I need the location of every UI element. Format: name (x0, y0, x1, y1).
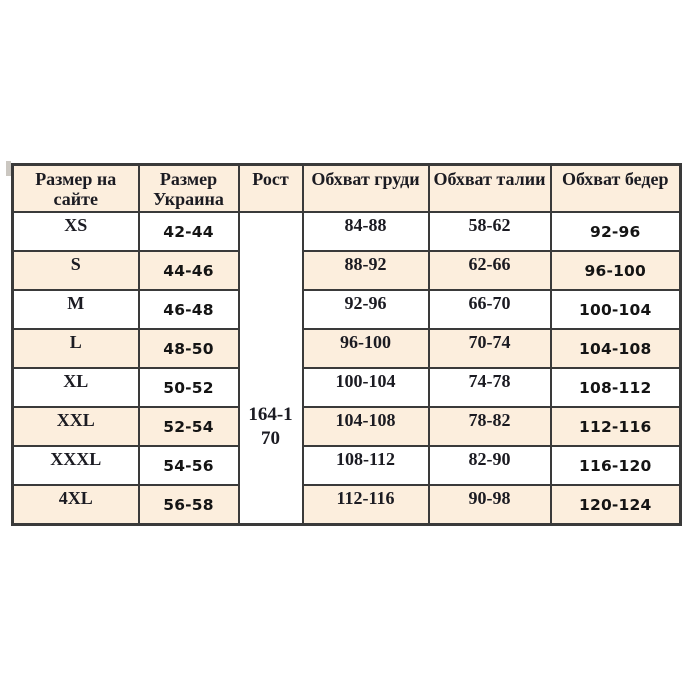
cell-waist: 62-66 (429, 251, 551, 290)
table-row-xxl (13, 407, 681, 446)
cell-waist: 66-70 (429, 290, 551, 329)
table-row-s (13, 251, 681, 290)
cell-hips: 120-124 (551, 485, 681, 525)
cell-size-ukraine: 56-58 (139, 485, 239, 525)
table-row-xl (13, 368, 681, 407)
header-cell-chest: Обхват груди (303, 165, 429, 213)
cell-waist: 58-62 (429, 212, 551, 251)
cell-size-site: M (13, 290, 139, 329)
cell-size-ukraine: 46-48 (139, 290, 239, 329)
cell-waist: 70-74 (429, 329, 551, 368)
cell-size-site: XXXL (13, 446, 139, 485)
cell-size-ukraine: 42-44 (139, 212, 239, 251)
cell-hips: 112-116 (551, 407, 681, 446)
cell-chest: 104-108 (303, 407, 429, 446)
cell-chest: 100-104 (303, 368, 429, 407)
cell-size-site: XXL (13, 407, 139, 446)
table-row-l (13, 329, 681, 368)
cell-chest: 96-100 (303, 329, 429, 368)
cell-hips: 100-104 (551, 290, 681, 329)
cell-size-site: XS (13, 212, 139, 251)
cell-hips: 96-100 (551, 251, 681, 290)
cell-chest: 108-112 (303, 446, 429, 485)
cell-chest: 84-88 (303, 212, 429, 251)
size-chart-table (11, 163, 682, 526)
header-row (13, 165, 681, 213)
cell-chest: 88-92 (303, 251, 429, 290)
cell-size-ukraine: 44-46 (139, 251, 239, 290)
cell-waist: 90-98 (429, 485, 551, 525)
table-row-m (13, 290, 681, 329)
header-cell-size-ukraine: Размер Украина (139, 165, 239, 213)
cell-hips: 108-112 (551, 368, 681, 407)
cell-size-site: S (13, 251, 139, 290)
table-row-4xl (13, 485, 681, 525)
cell-hips: 104-108 (551, 329, 681, 368)
header-cell-size-site: Размер на сайте (13, 165, 139, 213)
cell-size-ukraine: 50-52 (139, 368, 239, 407)
cell-size-ukraine: 54-56 (139, 446, 239, 485)
header-cell-hips: Обхват бедер (551, 165, 681, 213)
cell-hips: 92-96 (551, 212, 681, 251)
table-row-xs (13, 212, 681, 251)
height-value: 164-170 (248, 404, 293, 450)
cell-waist: 82-90 (429, 446, 551, 485)
table-row-xxxl (13, 446, 681, 485)
cell-hips: 116-120 (551, 446, 681, 485)
header-cell-waist: Обхват талии (429, 165, 551, 213)
header-cell-height: Рост (239, 165, 303, 213)
cell-size-site: 4XL (13, 485, 139, 525)
cell-size-ukraine: 52-54 (139, 407, 239, 446)
cell-height-merged (239, 212, 303, 525)
cell-waist: 78-82 (429, 407, 551, 446)
cell-size-site: L (13, 329, 139, 368)
cell-waist: 74-78 (429, 368, 551, 407)
cell-size-site: XL (13, 368, 139, 407)
cell-size-ukraine: 48-50 (139, 329, 239, 368)
cell-chest: 92-96 (303, 290, 429, 329)
cell-chest: 112-116 (303, 485, 429, 525)
